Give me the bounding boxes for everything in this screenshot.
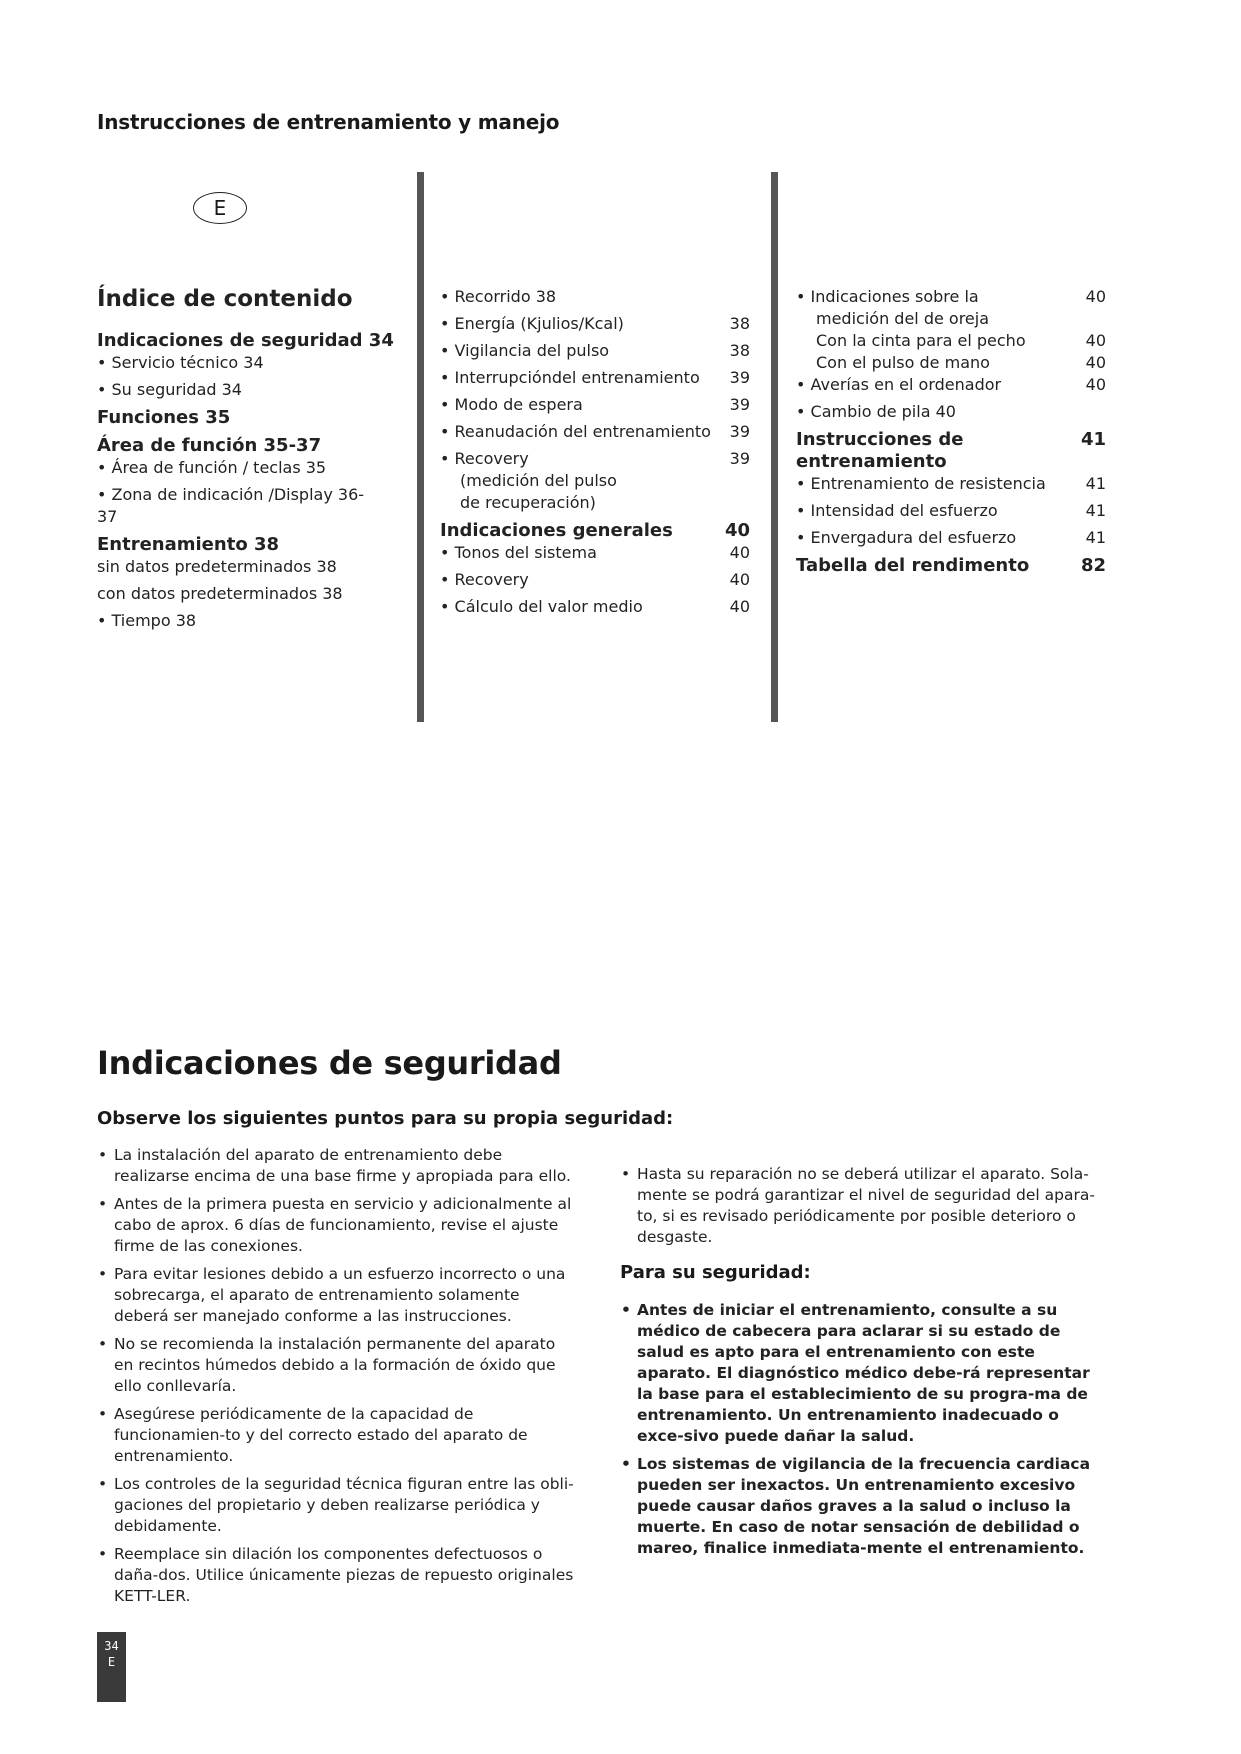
toc-entry: [97, 352, 397, 374]
page-footer-box: [97, 1632, 126, 1702]
toc-page-number: [363, 556, 397, 578]
toc-entry-label: sin datos predeterminados 38: [97, 557, 337, 576]
toc-list: [97, 330, 397, 632]
toc-page-number: 40: [1085, 331, 1106, 350]
toc-page-number: 41: [1085, 528, 1106, 547]
language-badge: E: [193, 192, 247, 224]
toc-subentry: [796, 330, 1106, 352]
toc-entry-label: • Recovery: [440, 570, 529, 589]
toc-page-number: [363, 583, 397, 605]
toc-section-heading: Área de función 35-37: [97, 435, 322, 456]
toc-page-number: [716, 470, 750, 492]
toc-page-number: [363, 379, 397, 401]
toc-page-number: 38: [729, 341, 750, 360]
bullet-item: • Los sistemas de vigilancia de la frecuencia cardiaca pueden ser inexactos. Un entrenamiento excesivo puede causar daños graves a la salud o incluso la muerte. En caso de notar sensación de debilidad o mareo, finalice inmediata-mente el entrenamiento.: [620, 1454, 1100, 1559]
toc-entry: [796, 473, 1106, 495]
toc-entry-label: Con el pulso de mano: [816, 353, 990, 372]
toc-entry-label: • Envergadura del esfuerzo: [796, 528, 1017, 547]
toc-page-number: [716, 286, 750, 308]
page-header: Instrucciones de entrenamiento y manejo: [97, 110, 560, 134]
toc-entry-label: de recuperación): [460, 493, 596, 512]
toc-column-3: [796, 286, 1106, 577]
toc-entry-label: • Recovery: [440, 449, 529, 468]
toc-entry-label: Indicaciones generales: [440, 520, 673, 541]
toc-entry-label: • Interrupcióndel entrenamiento: [440, 368, 700, 387]
safety-subtitle: Observe los siguientes puntos para su propia seguridad:: [97, 1108, 674, 1129]
toc-entry: [440, 596, 750, 618]
toc-entry: [440, 394, 750, 416]
toc-entry: [796, 374, 1106, 396]
toc-entry: [97, 457, 397, 479]
bullet-item: • Los controles de la seguridad técnica figuran entre las obli-gaciones del propietario y deben realizarse periódica y debidamente.: [97, 1474, 575, 1537]
toc-entry: [440, 569, 750, 591]
toc-page-number: 39: [729, 449, 750, 468]
toc-entry: [440, 542, 750, 564]
toc-entry-label: con datos predeterminados 38: [97, 584, 343, 603]
toc-page-number: [1072, 401, 1106, 423]
toc-entry: [440, 367, 750, 389]
toc-list: [440, 286, 750, 618]
toc-page-number: 39: [729, 422, 750, 441]
toc-page-number: [363, 352, 397, 374]
toc-entry-label: • Entrenamiento de resistencia: [796, 474, 1046, 493]
toc-page-number: [716, 492, 750, 514]
toc-section-heading: [796, 429, 1106, 473]
toc-entry-label: • Tiempo 38: [97, 611, 197, 630]
toc-entry: [796, 527, 1106, 549]
toc-page-number: 39: [729, 368, 750, 387]
toc-entry: [440, 313, 750, 335]
toc-entry: [97, 556, 397, 578]
toc-section-heading: Funciones 35: [97, 407, 231, 428]
bullet-item: • Reemplace sin dilación los componentes defectuosos o daña-dos. Utilice únicamente piezas de repuesto originales KETT-LER.: [97, 1544, 575, 1607]
toc-page-number: [363, 610, 397, 632]
safety-list-right: [620, 1164, 1100, 1255]
safety-right-subtitle: Para su seguridad:: [620, 1262, 811, 1283]
toc-entry: [440, 448, 750, 470]
toc-column-2: [440, 286, 750, 623]
toc-entry-label: Instrucciones de entrenamiento: [796, 429, 964, 472]
toc-page-number: 41: [1080, 429, 1106, 450]
toc-page-number: [1072, 308, 1106, 330]
toc-column-1: [97, 286, 397, 637]
column-divider: [771, 172, 778, 722]
toc-page-number: 41: [1085, 501, 1106, 520]
toc-section-heading: [440, 520, 750, 542]
toc-page-number: 40: [724, 520, 750, 541]
toc-entry-label: • Cambio de pila 40: [796, 402, 956, 421]
toc-subentry: [440, 470, 750, 492]
toc-entry: [796, 401, 1106, 423]
toc-entry: [97, 610, 397, 632]
toc-entry-label: • Zona de indicación /Display 36-37: [97, 485, 365, 526]
toc-entry: [796, 286, 1106, 308]
page-language: E: [107, 1655, 116, 1669]
toc-entry-label: Tabella del rendimento: [796, 555, 1030, 576]
toc-section-heading: [796, 555, 1106, 577]
toc-title: Índice de contenido: [97, 286, 353, 312]
toc-entry-label: • Averías en el ordenador: [796, 375, 1002, 394]
safety-title: Indicaciones de seguridad: [97, 1044, 562, 1082]
toc-subentry: [796, 308, 1106, 330]
toc-page-number: 38: [729, 314, 750, 333]
toc-entry-label: • Modo de espera: [440, 395, 583, 414]
page-number: 34: [104, 1639, 119, 1653]
toc-page-number: 40: [1085, 375, 1106, 394]
toc-list: [796, 286, 1106, 577]
bullet-item: • Antes de iniciar el entrenamiento, consulte a su médico de cabecera para aclarar si su estado de salud es apto para el entrenamiento con este aparato. El diagnóstico médico debe-rá representar la base para el establecimiento de su progra-ma de entrenamiento. Un entrenamiento inadecuado o exce-sivo puede dañar la salud.: [620, 1300, 1100, 1447]
toc-entry: [440, 340, 750, 362]
toc-page-number: [365, 484, 397, 528]
toc-page-number: [363, 457, 397, 479]
toc-entry-label: • Su seguridad 34: [97, 380, 242, 399]
toc-entry-label: • Recorrido 38: [440, 287, 557, 306]
toc-page-number: 82: [1080, 555, 1106, 576]
toc-entry-label: • Vigilancia del pulso: [440, 341, 610, 360]
toc-entry-label: medición del de oreja: [816, 309, 990, 328]
toc-entry-label: • Servicio técnico 34: [97, 353, 264, 372]
safety-warning-list: [620, 1300, 1100, 1566]
toc-section-heading: Indicaciones de seguridad 34: [97, 330, 394, 351]
toc-entry: [97, 484, 397, 528]
bullet-item: • La instalación del aparato de entrenamiento debe realizarse encima de una base firme y apropiada para ello.: [97, 1145, 575, 1187]
toc-entry-label: • Indicaciones sobre la: [796, 287, 979, 306]
safety-list-left: [97, 1145, 575, 1614]
toc-subentry: [440, 492, 750, 514]
toc-page-number: 39: [729, 395, 750, 414]
toc-entry-label: • Cálculo del valor medio: [440, 597, 643, 616]
toc-subentry: [796, 352, 1106, 374]
column-divider: [417, 172, 424, 722]
toc-page-number: 41: [1085, 474, 1106, 493]
toc-entry: [97, 379, 397, 401]
toc-entry-label: • Intensidad del esfuerzo: [796, 501, 998, 520]
toc-entry: [97, 583, 397, 605]
toc-page-number: 40: [1085, 287, 1106, 306]
toc-page-number: 40: [729, 570, 750, 589]
toc-entry: [440, 421, 750, 443]
toc-section-heading: Entrenamiento 38: [97, 534, 279, 555]
toc-entry-label: Con la cinta para el pecho: [816, 331, 1026, 350]
toc-entry: [796, 500, 1106, 522]
toc-entry-label: (medición del pulso: [460, 471, 617, 490]
toc-page-number: 40: [729, 543, 750, 562]
toc-page-number: 40: [1085, 353, 1106, 372]
bullet-item: • Para evitar lesiones debido a un esfuerzo incorrecto o una sobrecarga, el aparato de entrenamiento solamente deberá ser manejado conforme a las instrucciones.: [97, 1264, 575, 1327]
bullet-item: • Asegúrese periódicamente de la capacidad de funcionamien-to y del correcto estado del aparato de entrenamiento.: [97, 1404, 575, 1467]
bullet-item: • Antes de la primera puesta en servicio y adicionalmente al cabo de aprox. 6 días de funcionamiento, revise el ajuste firme de las conexiones.: [97, 1194, 575, 1257]
toc-entry-label: • Reanudación del entrenamiento: [440, 422, 711, 441]
toc-entry: [440, 286, 750, 308]
toc-entry-label: • Área de función / teclas 35: [97, 458, 327, 477]
toc-entry-label: • Tonos del sistema: [440, 543, 597, 562]
bullet-item: • Hasta su reparación no se deberá utilizar el aparato. Sola-mente se podrá garantizar el nivel de seguridad del apara-to, si es revisado periódicamente por posible deterioro o desgaste.: [620, 1164, 1100, 1248]
toc-entry-label: • Energía (Kjulios/Kcal): [440, 314, 624, 333]
toc-page-number: 40: [729, 597, 750, 616]
bullet-item: • No se recomienda la instalación permanente del aparato en recintos húmedos debido a la formación de óxido que ello conllevaría.: [97, 1334, 575, 1397]
